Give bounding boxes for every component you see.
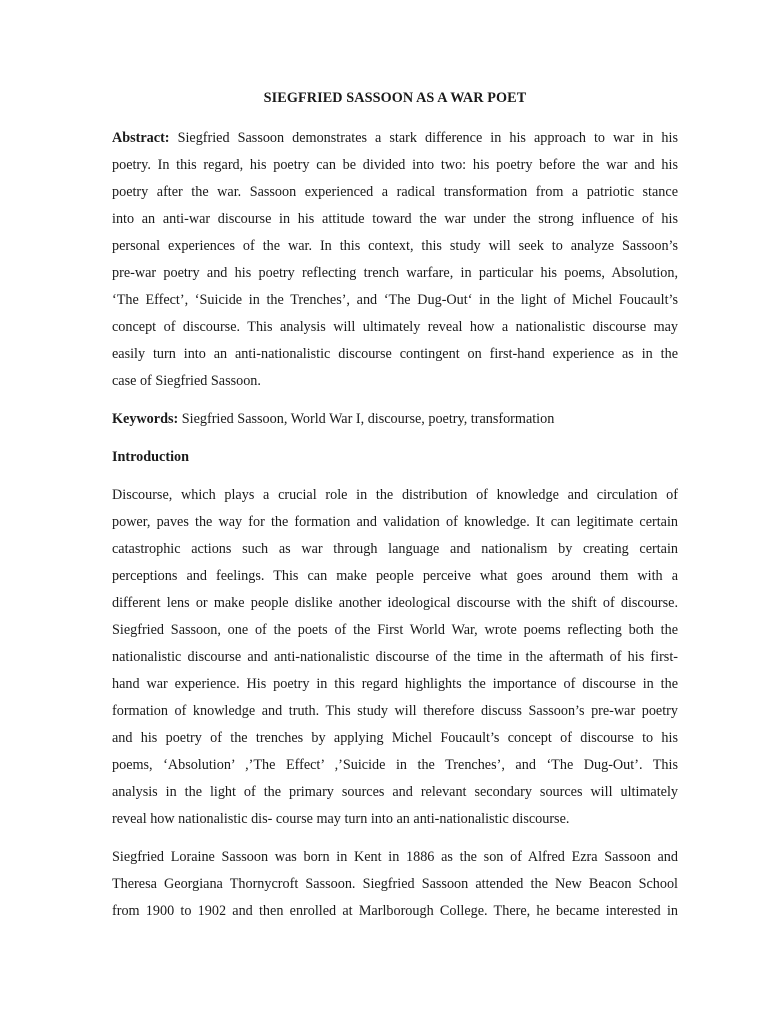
intro-paragraph: [112, 482, 678, 833]
intro-line: Siegfried Sassoon, one of the poets of the First World War, wrote poems reflecting both the: [112, 622, 678, 638]
abstract-line: easily turn into an anti-nationalistic discourse contingent on first-hand experience as in the: [112, 346, 678, 362]
abstract-line: into an anti-war discourse in his attitude toward the war under the strong influence of his: [112, 211, 678, 227]
abstract-line: ‘The Effect’, ‘Suicide in the Trenches’, and ‘The Dug-Out‘ in the light of Michel Foucault’s: [112, 292, 678, 308]
intro-line: perceptions and feelings. This can make people perceive what goes around them with a: [112, 568, 678, 584]
abstract-line: [112, 125, 678, 152]
document-title: SIEGFRIED SASSOON AS A WAR POET: [263, 90, 527, 106]
intro-line: reveal how nationalistic dis- course may turn into an anti-nationalistic discourse.: [112, 811, 570, 827]
abstract-line: poetry after the war. Sassoon experienced a radical transformation from a patriotic stance: [112, 184, 678, 200]
abstract-label: Abstract:: [112, 130, 170, 146]
abstract-paragraph: [112, 125, 678, 395]
intro-line: poems, ‘Absolution’ ,’The Effect’ ,’Suicide in the Trenches’, and ‘The Dug-Out’. This: [112, 757, 678, 773]
intro-line: analysis in the light of the primary sources and relevant secondary sources will ultimately: [112, 784, 678, 800]
abstract-line: personal experiences of the war. In this context, this study will seek to analyze Sassoon’s: [112, 238, 678, 254]
bio-line: Theresa Georgiana Thornycroft Sassoon. Siegfried Sassoon attended the New Beacon School: [112, 876, 678, 892]
abstract-line: case of Siegfried Sassoon.: [112, 373, 261, 389]
intro-line: catastrophic actions such as war through language and nationalism by creating certain: [112, 541, 678, 557]
intro-line: nationalistic discourse and anti-nationalistic discourse of the time in the aftermath of his first-: [112, 649, 678, 665]
intro-line: formation of knowledge and truth. This study will therefore discuss Sassoon’s pre-war poetry: [112, 703, 678, 719]
intro-line: power, paves the way for the formation and validation of knowledge. It can legitimate certain: [112, 514, 678, 530]
keywords-text: Siegfried Sassoon, World War I, discourse, poetry, transformation: [178, 411, 555, 427]
introduction-heading: Introduction: [112, 449, 189, 465]
intro-line: hand war experience. His poetry in this regard highlights the importance of discourse in the: [112, 676, 678, 692]
intro-line: and his poetry of the trenches by applying Michel Foucault’s concept of discourse to his: [112, 730, 678, 746]
abstract-line: concept of discourse. This analysis will ultimately reveal how a nationalistic discourse may: [112, 319, 678, 335]
intro-line: different lens or make people dislike another ideological discourse with the shift of discourse.: [112, 595, 678, 611]
bio-paragraph: [112, 844, 678, 925]
document-page: [112, 90, 678, 936]
keywords-line: [112, 406, 678, 433]
bio-line: from 1900 to 1902 and then enrolled at Marlborough College. There, he became interested in: [112, 903, 678, 919]
abstract-line: poetry. In this regard, his poetry can be divided into two: his poetry before the war and his: [112, 157, 678, 173]
keywords-paragraph: [112, 406, 678, 433]
abstract-text: Siegfried Sassoon demonstrates a stark difference in his approach to war in his: [169, 130, 678, 146]
abstract-line: pre-war poetry and his poetry reflecting trench warfare, in particular his poems, Absolution,: [112, 265, 678, 281]
intro-line: Discourse, which plays a crucial role in the distribution of knowledge and circulation of: [112, 487, 678, 503]
keywords-label: Keywords:: [112, 411, 179, 427]
bio-line: Siegfried Loraine Sassoon was born in Kent in 1886 as the son of Alfred Ezra Sassoon and: [112, 849, 678, 865]
